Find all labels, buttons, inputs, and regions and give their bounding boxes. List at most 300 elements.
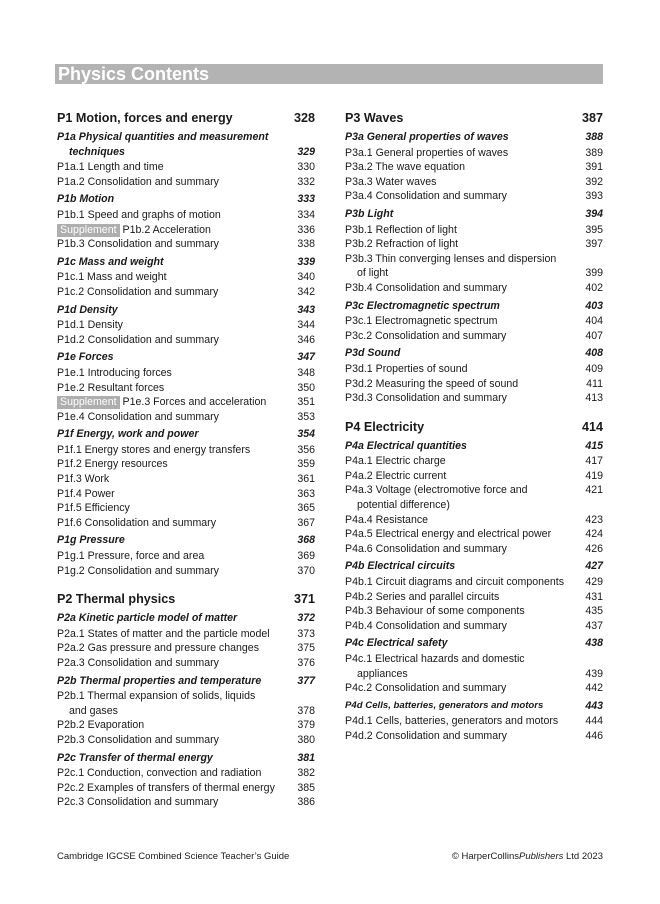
toc-item: [345, 237, 603, 252]
toc-page-number: 372: [297, 612, 315, 625]
toc-page-number: 353: [297, 410, 315, 423]
toc-item: [345, 619, 603, 634]
toc-entry-title: P4d.1 Cells, batteries, generators and motors: [345, 715, 559, 728]
toc-entry-title: P4b.4 Consolidation and summary: [345, 619, 507, 632]
toc-subsection: [345, 559, 603, 574]
toc-item: [57, 718, 315, 733]
toc-page-number: 397: [585, 238, 603, 251]
toc-item: [57, 175, 315, 190]
toc-item: [57, 381, 315, 396]
toc-page-number: 446: [585, 729, 603, 742]
toc-entry-title: P1g Pressure: [57, 534, 125, 547]
toc-item: [57, 160, 315, 175]
toc-entry-title: P3a.2 The wave equation: [345, 161, 465, 174]
toc-subsection-label: [345, 130, 579, 145]
toc-entry-title: P2 Thermal physics: [57, 592, 176, 607]
toc-item-label: [57, 549, 291, 564]
toc-item-label: [57, 718, 291, 733]
toc-page-number: 411: [586, 377, 603, 390]
toc-section: [57, 591, 315, 607]
toc-page-number: 330: [297, 161, 315, 174]
toc-page-number: 407: [585, 329, 603, 342]
toc-entry-title: P3b.4 Consolidation and summary: [345, 281, 507, 294]
toc-subsection-label: [57, 130, 291, 159]
toc-subsection: [345, 130, 603, 145]
toc-entry-title: P1c Mass and weight: [57, 255, 164, 268]
toc-item-label: [345, 377, 580, 392]
toc-section-label: [345, 110, 576, 126]
toc-entry-title: P4 Electricity: [345, 419, 425, 434]
toc-entry-title: P1b Motion: [57, 193, 115, 206]
toc-page-number: 439: [585, 667, 603, 680]
toc-item: [57, 208, 315, 223]
toc-entry-title: P1e.2 Resultant forces: [57, 381, 165, 394]
toc-item-label: [57, 516, 291, 531]
toc-subsection: [345, 346, 603, 361]
toc-page-number: 403: [585, 299, 603, 312]
toc-page-number: 386: [297, 796, 315, 809]
toc-item-label: [57, 733, 291, 748]
toc-item-label: [345, 729, 579, 744]
toc-section: [345, 110, 603, 126]
toc-entry-title-continued: of light: [357, 267, 389, 280]
toc-entry-title: P3d.3 Consolidation and summary: [345, 392, 507, 405]
toc-page-number: 346: [297, 333, 315, 346]
toc-entry-title: P1d.1 Density: [57, 319, 123, 332]
toc-subsection: [345, 299, 603, 314]
toc-item-label: [345, 329, 579, 344]
toc-page-number: 417: [585, 455, 603, 468]
toc-item-label: [57, 318, 291, 333]
toc-page-number: 373: [297, 627, 315, 640]
toc-item: [345, 223, 603, 238]
toc-item-label: [345, 281, 579, 296]
toc-item: [345, 175, 603, 190]
toc-item-label: [57, 689, 291, 718]
toc-section-label: [57, 591, 288, 607]
toc-item: [57, 223, 315, 238]
toc-item-label: [57, 656, 291, 671]
toc-section: [345, 419, 603, 435]
toc-entry-title: P3a.1 General properties of waves: [345, 146, 509, 159]
toc-item-label: [57, 381, 291, 396]
toc-entry-title: P1 Motion, forces and energy: [57, 111, 233, 125]
toc-item-label: [345, 314, 579, 329]
toc-subsection-label: [57, 751, 291, 766]
toc-subsection-label: [57, 674, 291, 689]
toc-page-number: 363: [297, 487, 315, 500]
toc-item: [57, 641, 315, 656]
toc-entry-title: P3c Electromagnetic spectrum: [345, 299, 500, 312]
toc-page-number: 423: [585, 513, 603, 526]
footer-copyright: © HarperCollins: [451, 851, 520, 862]
toc-page-number: 351: [297, 396, 315, 409]
toc-item: [345, 469, 603, 484]
toc-item: [57, 501, 315, 516]
toc-entry-title: P1a Physical quantities and measurement: [57, 131, 269, 143]
footer-right: [452, 851, 603, 863]
toc-subsection-label: [57, 427, 291, 442]
toc-item: [345, 377, 603, 392]
toc-item: [345, 513, 603, 528]
toc-page-number: 329: [297, 145, 315, 158]
toc-subsection: [57, 533, 315, 548]
toc-page-number: 394: [585, 207, 603, 220]
toc-page-number: 427: [585, 560, 603, 573]
toc-subsection: [57, 255, 315, 270]
toc-entry-title: P1g.1 Pressure, force and area: [57, 550, 205, 563]
toc-entry-title: P4a.5 Electrical energy and electrical power: [345, 528, 552, 541]
supplement-badge: Supplement: [57, 396, 120, 409]
toc-item: [345, 160, 603, 175]
toc-page-number: 340: [297, 271, 315, 284]
toc-item-label: [57, 395, 291, 410]
toc-entry-title: P1f.1 Energy stores and energy transfers: [57, 443, 251, 456]
toc-page-number: 347: [297, 351, 315, 364]
toc-entry-title: P3b.1 Reflection of light: [345, 223, 457, 236]
toc-page-number: 334: [297, 208, 315, 221]
toc-subsection: [57, 427, 315, 442]
toc-item-label: [57, 285, 291, 300]
toc-subsection-label: [57, 533, 291, 548]
toc-page-number: 367: [297, 516, 315, 529]
toc-item: [57, 395, 315, 410]
toc-item-label: [57, 160, 291, 175]
page-title: Physics Contents: [58, 64, 210, 84]
toc-item: [57, 410, 315, 425]
toc-item: [57, 472, 315, 487]
toc-item-label: [345, 391, 579, 406]
toc-page-number: 399: [585, 267, 603, 280]
toc-item: [345, 652, 603, 681]
toc-item: [345, 281, 603, 296]
toc-item-label: [57, 781, 291, 796]
toc-page-number: 368: [297, 534, 315, 547]
toc-item: [57, 457, 315, 472]
footer-year: Ltd 2023: [563, 851, 603, 862]
toc-entry-title: P1d Density: [57, 303, 118, 316]
toc-entry-title: P4d Cells, batteries, generators and motors: [345, 699, 544, 711]
toc-subsection-label: [57, 350, 291, 365]
footer-publishers: Publishers: [519, 851, 564, 862]
toc-entry-title: P2c.3 Consolidation and summary: [57, 796, 219, 809]
toc-subsection-label: [345, 207, 579, 222]
toc-page-number: 389: [585, 146, 603, 159]
toc-entry-title: P4b.3 Behaviour of some components: [345, 605, 525, 618]
toc-entry-title-continued: appliances: [357, 667, 408, 680]
toc-item-label: [345, 681, 579, 696]
toc-item-label: [345, 160, 579, 175]
toc-entry-title: P4a Electrical quantities: [345, 439, 467, 452]
toc-page-number: 328: [293, 111, 315, 125]
toc-item-label: [57, 641, 291, 656]
toc-item: [345, 362, 603, 377]
toc-entry-title: P4a.2 Electric current: [345, 469, 447, 482]
toc-page-number: 382: [297, 767, 315, 780]
toc-page-number: 391: [585, 161, 603, 174]
toc-entry-title: P1f.2 Energy resources: [57, 458, 168, 471]
toc-subsection: [57, 303, 315, 318]
toc-page-number: 344: [297, 319, 315, 332]
toc-page-number: 380: [297, 733, 315, 746]
toc-page-number: 348: [297, 366, 315, 379]
toc-item-label: [57, 175, 291, 190]
toc-page-number: 435: [585, 605, 603, 618]
toc-entry-title: P2a.3 Consolidation and summary: [57, 657, 219, 669]
toc-subsection: [57, 350, 315, 365]
toc-entry-title: P4c.1 Electrical hazards and domestic: [345, 653, 525, 665]
toc-item-label: [57, 472, 291, 487]
toc-subsection-label: [57, 192, 291, 207]
toc-item-label: [57, 766, 291, 781]
toc-item-label: [57, 366, 291, 381]
toc-section-label: [345, 419, 576, 435]
toc-page-number: 431: [585, 590, 603, 603]
toc-entry-title: P4b Electrical circuits: [345, 560, 456, 573]
toc-item-label: [57, 410, 291, 425]
toc-entry-title: P1b.3 Consolidation and summary: [57, 238, 219, 251]
toc-page-number: 356: [297, 443, 315, 456]
toc-item-label: [345, 542, 579, 557]
toc-entry-title: P3d.2 Measuring the speed of sound: [345, 377, 519, 390]
toc-entry-title: P3 Waves: [345, 111, 404, 125]
toc-page-number: 338: [297, 238, 315, 251]
toc-item-label: [345, 223, 579, 238]
toc-entry-title: P1f.5 Efficiency: [57, 502, 130, 515]
toc-item-label: [57, 457, 291, 472]
toc-entry-title: P3c.1 Electromagnetic spectrum: [345, 315, 498, 328]
toc-page-number: 343: [297, 303, 315, 316]
toc-subsection-label: [345, 299, 579, 314]
toc-page-number: 414: [581, 419, 603, 434]
toc-item: [57, 366, 315, 381]
toc-page-number: 413: [585, 392, 603, 405]
toc-item: [57, 285, 315, 300]
toc-section-label: [57, 110, 288, 126]
toc-item-label: [345, 575, 579, 590]
toc-page-number: 376: [297, 657, 315, 669]
toc-entry-title: P1f Energy, work and power: [57, 428, 199, 441]
toc-item: [57, 443, 315, 458]
toc-page-number: 336: [297, 223, 315, 236]
toc-page-number: 443: [585, 699, 603, 712]
toc-entry-title: P2c.1 Conduction, convection and radiation: [57, 767, 262, 780]
toc-subsection: [57, 611, 315, 626]
toc-item: [57, 487, 315, 502]
toc-item: [345, 391, 603, 406]
toc-entry-title: P3d Sound: [345, 347, 401, 360]
toc-page-number: 402: [585, 281, 603, 294]
title-bar: [55, 64, 603, 84]
toc-item-label: [345, 454, 579, 469]
toc-item: [345, 575, 603, 590]
toc-item-label: [345, 513, 579, 528]
toc-page-number: 404: [585, 315, 603, 328]
toc-page-number: 421: [585, 484, 603, 497]
toc-page-number: 375: [297, 642, 315, 655]
toc-item-label: [345, 189, 579, 204]
toc-page-number: 342: [297, 285, 315, 298]
toc-entry-title: P3a.4 Consolidation and summary: [345, 190, 507, 203]
toc-subsection-label: [345, 559, 579, 574]
toc-page-number: 365: [297, 502, 315, 515]
toc-page-number: 395: [585, 223, 603, 236]
toc-subsection: [57, 130, 315, 159]
toc-entry-title: P1e.4 Consolidation and summary: [57, 410, 219, 423]
toc-page-number: 369: [297, 550, 315, 563]
toc-item: [345, 189, 603, 204]
toc-item: [345, 314, 603, 329]
toc-item-label: [345, 252, 579, 281]
toc-subsection: [345, 636, 603, 651]
toc-item-label: [57, 627, 291, 642]
toc-entry-title: P1f.6 Consolidation and summary: [57, 516, 216, 529]
toc-item-label: [345, 146, 579, 161]
toc-entry-title: P1g.2 Consolidation and summary: [57, 564, 219, 577]
toc-item: [345, 454, 603, 469]
toc-item: [345, 604, 603, 619]
toc-page-number: 388: [585, 131, 603, 143]
toc-item: [57, 781, 315, 796]
toc-item: [345, 483, 603, 512]
toc-page-number: 370: [297, 564, 315, 577]
toc-item: [57, 549, 315, 564]
toc-entry-title: P2b.2 Evaporation: [57, 719, 145, 732]
toc-page-number: 444: [585, 715, 603, 728]
toc-page-number: 438: [585, 637, 603, 650]
toc-entry-title: P1a.1 Length and time: [57, 161, 164, 174]
toc-page-number: 426: [585, 542, 603, 555]
toc-item: [57, 270, 315, 285]
toc-item: [57, 516, 315, 531]
toc-subsection: [57, 192, 315, 207]
toc-item-label: [57, 795, 291, 810]
toc-page-number: 377: [297, 674, 315, 687]
toc-entry-title: P1c.1 Mass and weight: [57, 271, 167, 284]
toc-item: [345, 714, 603, 729]
toc-item: [57, 656, 315, 671]
toc-subsection: [345, 699, 603, 714]
toc-subsection-label: [345, 699, 579, 714]
toc-page-number: 409: [585, 362, 603, 375]
toc-entry-title: P1e.1 Introducing forces: [57, 366, 172, 379]
toc-item: [345, 590, 603, 605]
toc-entry-title: P1a.2 Consolidation and summary: [57, 175, 219, 188]
toc-item-label: [57, 501, 291, 516]
toc-entry-title: P1b.1 Speed and graphs of motion: [57, 208, 221, 221]
toc-entry-title: P3c.2 Consolidation and summary: [345, 329, 507, 342]
toc-page-number: 392: [585, 175, 603, 188]
toc-page-number: 424: [585, 528, 603, 541]
toc-entry-title: P3d.1 Properties of sound: [345, 362, 468, 375]
toc-item-label: [345, 237, 579, 252]
contents-column-left: [57, 108, 315, 810]
toc-item-label: [345, 619, 579, 634]
toc-page-number: 371: [293, 592, 315, 607]
toc-subsection-label: [345, 346, 579, 361]
toc-item: [345, 729, 603, 744]
toc-subsection: [57, 751, 315, 766]
toc-entry-title: P2a.1 States of matter and the particle model: [57, 627, 270, 640]
toc-item: [57, 564, 315, 579]
toc-entry-title: P2b.3 Consolidation and summary: [57, 733, 219, 746]
toc-item-label: [57, 237, 291, 252]
toc-page-number: 361: [297, 473, 315, 486]
toc-entry-title: P4a.4 Resistance: [345, 513, 429, 526]
toc-page-number: 378: [297, 704, 315, 717]
toc-item: [345, 542, 603, 557]
toc-page-number: 408: [585, 347, 603, 360]
toc-subsection-label: [57, 255, 291, 270]
supplement-badge: Supplement: [57, 224, 120, 237]
toc-page-number: 387: [581, 111, 603, 125]
toc-entry-title: P2c.2 Examples of transfers of thermal energy: [57, 781, 275, 794]
toc-page-number: 437: [585, 619, 603, 632]
toc-entry-title-continued: potential difference): [357, 499, 450, 512]
toc-subsection-label: [345, 636, 579, 651]
toc-item: [345, 681, 603, 696]
toc-entry-title: P3b.2 Refraction of light: [345, 238, 459, 251]
toc-item-label: [345, 652, 579, 681]
toc-item-label: [345, 469, 579, 484]
toc-entry-title: P2b Thermal properties and temperature: [57, 674, 262, 687]
toc-item-label: [57, 564, 291, 579]
toc-item-label: [345, 362, 579, 377]
toc-item-label: [57, 223, 291, 238]
toc-entry-title: P1e Forces: [57, 351, 114, 364]
toc-item: [57, 627, 315, 642]
toc-page-number: 429: [585, 576, 603, 589]
toc-entry-title: P1e.3 Forces and acceleration: [122, 396, 267, 409]
toc-page-number: 350: [297, 381, 315, 394]
toc-subsection: [345, 207, 603, 222]
toc-entry-title: P4a.1 Electric charge: [345, 455, 446, 468]
toc-item-label: [345, 604, 579, 619]
toc-item-label: [345, 590, 579, 605]
toc-page-number: 393: [585, 190, 603, 203]
toc-entry-title: P2c Transfer of thermal energy: [57, 751, 213, 764]
toc-entry-title: P4b.2 Series and parallel circuits: [345, 590, 500, 603]
toc-entry-title: P4d.2 Consolidation and summary: [345, 729, 507, 742]
toc-page-number: 442: [585, 682, 603, 695]
toc-entry-title: P2a.2 Gas pressure and pressure changes: [57, 642, 259, 655]
toc-subsection-label: [57, 303, 291, 318]
toc-item-label: [345, 483, 579, 512]
toc-entry-title: P4c.2 Consolidation and summary: [345, 682, 507, 695]
footer-left: Cambridge IGCSE Combined Science Teacher’s Guide: [57, 851, 290, 862]
toc-entry-title: P3b.3 Thin converging lenses and dispersion: [345, 252, 557, 265]
toc-item-label: [345, 714, 579, 729]
toc-page-number: 339: [297, 255, 315, 268]
toc-page-number: 381: [297, 751, 315, 764]
toc-page-number: 379: [297, 719, 315, 732]
toc-section: [57, 110, 315, 126]
toc-entry-title: P3a.3 Water waves: [345, 175, 437, 188]
toc-subsection-label: [57, 611, 291, 626]
toc-item-label: [57, 487, 291, 502]
toc-item: [57, 689, 315, 718]
toc-item-label: [345, 527, 579, 542]
contents-column-right: [345, 108, 603, 744]
toc-item: [345, 527, 603, 542]
toc-entry-title: P4b.1 Circuit diagrams and circuit components: [345, 576, 565, 589]
toc-item: [57, 333, 315, 348]
toc-item-label: [57, 208, 291, 223]
toc-item: [345, 252, 603, 281]
toc-page-number: 385: [297, 781, 315, 794]
toc-page-number: 354: [297, 428, 315, 441]
toc-entry-title: P1c.2 Consolidation and summary: [57, 285, 219, 298]
